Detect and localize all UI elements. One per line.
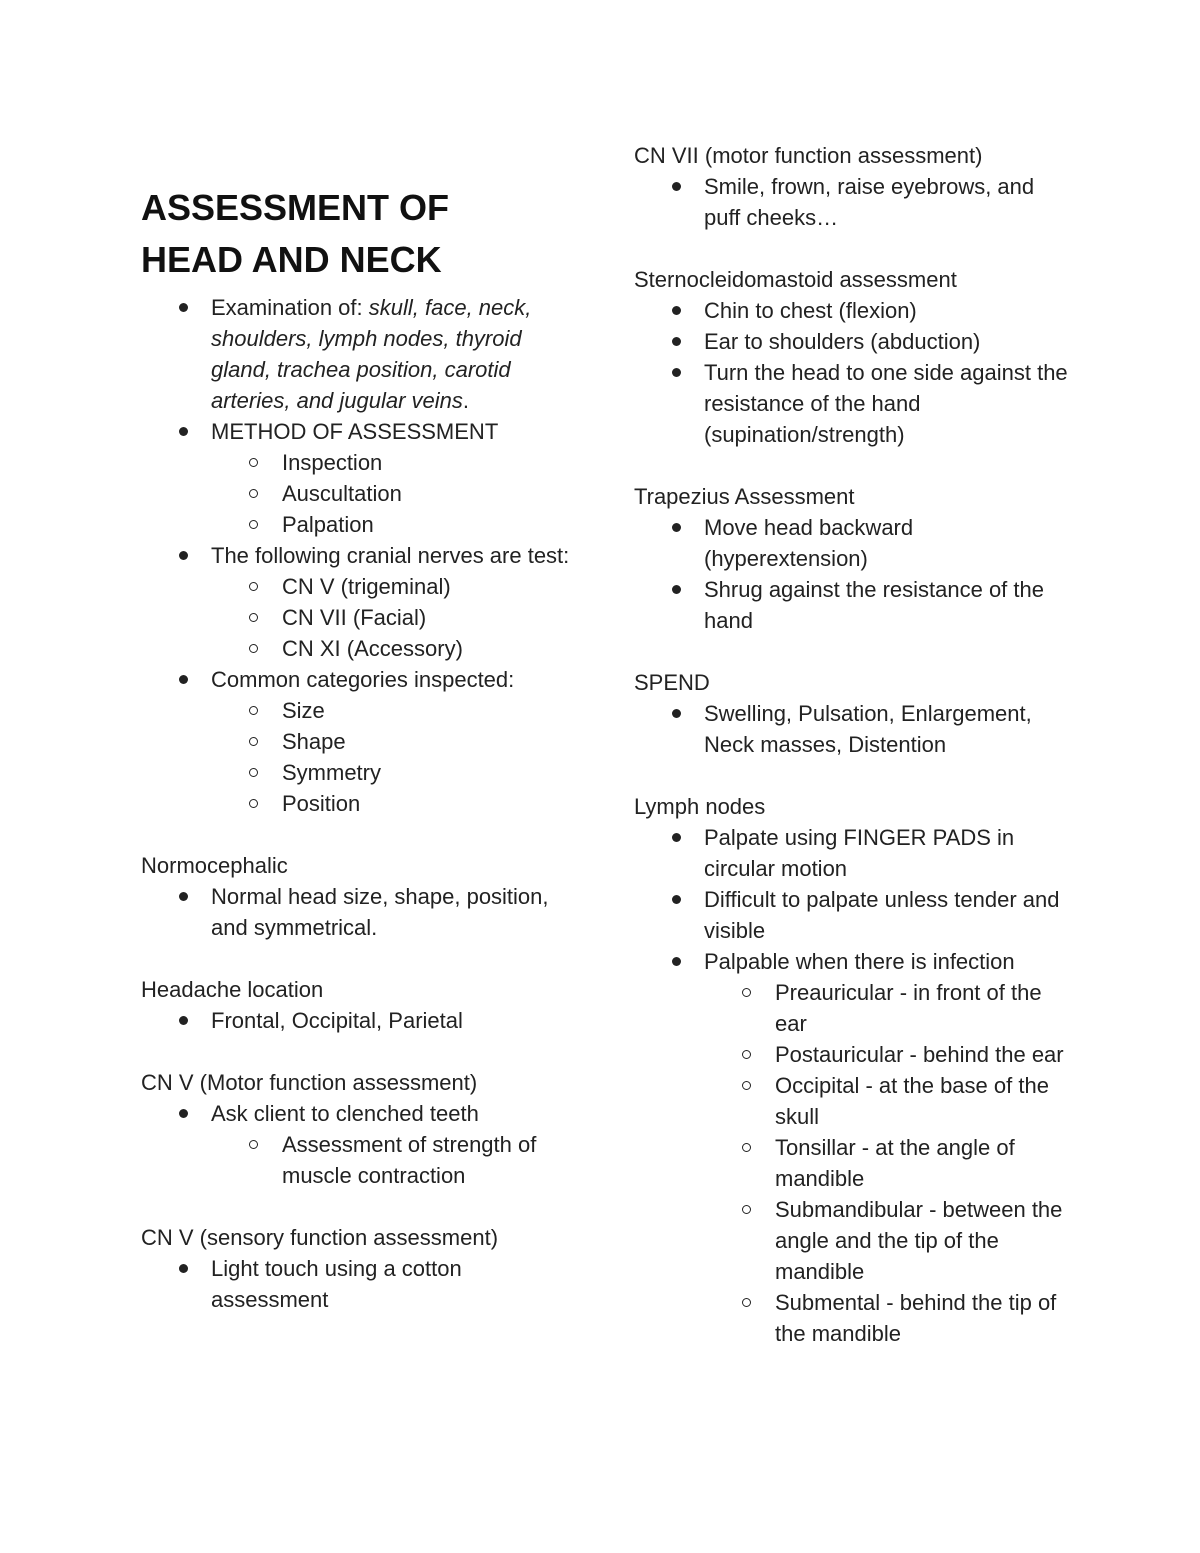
- list-item-category-3: Position: [141, 788, 571, 819]
- list-item-examination: [141, 292, 571, 416]
- list-item-trapezius-1: Shrug against the resistance of the hand: [634, 574, 1074, 636]
- trapezius-list: [634, 512, 1074, 636]
- list-item-category-2: Symmetry: [141, 757, 571, 788]
- list-item-trapezius-0: Move head backward (hyperextension): [634, 512, 1074, 574]
- list-item-lymph-0: Palpate using FINGER PADS in circular motion: [634, 822, 1074, 884]
- list-item-lymph-2: Palpable when there is infection: [634, 946, 1074, 977]
- lymph-list: [634, 822, 1074, 1349]
- scm-section: [634, 264, 1074, 450]
- normocephalic-section: [141, 850, 571, 943]
- page-title: [141, 182, 571, 286]
- cn7-section: [634, 140, 1074, 233]
- exam-items: skull, face, neck, shoulders, lymph nodes, thyroid gland, trachea position, carotid arteries, and jugular veins: [211, 295, 532, 413]
- headache-section: [141, 974, 571, 1036]
- list-item-spend: Swelling, Pulsation, Enlargement, Neck masses, Distention: [634, 698, 1074, 760]
- cn5-motor-list: [141, 1098, 571, 1191]
- list-item-category-0: Size: [141, 695, 571, 726]
- exam-suffix: .: [462, 388, 470, 413]
- list-item-cn5-motor: Ask client to clenched teeth: [141, 1098, 571, 1129]
- cn5-sensory-list: [141, 1253, 571, 1315]
- title-line-1: ASSESSMENT OF: [141, 187, 450, 228]
- list-item-nerve-0: CN V (trigeminal): [141, 571, 571, 602]
- list-item-method-1: Auscultation: [141, 478, 571, 509]
- normocephalic-heading: Normocephalic: [141, 853, 288, 878]
- trapezius-heading: Trapezius Assessment: [634, 484, 855, 509]
- headache-list: [141, 1005, 571, 1036]
- overview-list: [141, 292, 571, 819]
- left-column: [141, 0, 571, 1346]
- title-line-2: HEAD AND NECK: [141, 239, 442, 280]
- cn5-sensory-section: [141, 1222, 571, 1315]
- cn7-list: [634, 171, 1074, 233]
- list-item-scm-2: Turn the head to one side against the resistance of the hand (supination/strength): [634, 357, 1074, 450]
- list-item-nerve-1: CN VII (Facial): [141, 602, 571, 633]
- list-item-scm-0: Chin to chest (flexion): [634, 295, 1074, 326]
- cn5-sensory-heading: CN V (sensory function assessment): [141, 1225, 499, 1250]
- list-item-lymph-1: Difficult to palpate unless tender and visible: [634, 884, 1074, 946]
- list-item-lymph-sub-0: Preauricular - in front of the ear: [634, 977, 1074, 1039]
- right-column: [634, 140, 1074, 1380]
- list-item-categories: Common categories inspected:: [141, 664, 571, 695]
- cn5-motor-heading: CN V (Motor function assessment): [141, 1070, 478, 1095]
- exam-prefix: Examination of:: [211, 295, 369, 320]
- cn7-heading: CN VII (motor function assessment): [634, 143, 983, 168]
- scm-heading: Sternocleidomastoid assessment: [634, 267, 957, 292]
- spend-heading: SPEND: [634, 670, 710, 695]
- list-item-cn5-motor-sub: Assessment of strength of muscle contraction: [141, 1129, 571, 1191]
- spend-section: [634, 667, 1074, 760]
- list-item-method-2: Palpation: [141, 509, 571, 540]
- list-item-cn7: Smile, frown, raise eyebrows, and puff cheeks…: [634, 171, 1074, 233]
- list-item-lymph-sub-3: Tonsillar - at the angle of mandible: [634, 1132, 1074, 1194]
- lymph-heading: Lymph nodes: [634, 794, 766, 819]
- list-item-lymph-sub-1: Postauricular - behind the ear: [634, 1039, 1074, 1070]
- trapezius-section: [634, 481, 1074, 636]
- spend-list: [634, 698, 1074, 760]
- list-item-method-0: Inspection: [141, 447, 571, 478]
- list-item-method: METHOD OF ASSESSMENT: [141, 416, 571, 447]
- list-item-nerves: The following cranial nerves are test:: [141, 540, 571, 571]
- list-item-lymph-sub-5: Submental - behind the tip of the mandible: [634, 1287, 1074, 1349]
- cn5-motor-section: [141, 1067, 571, 1191]
- headache-heading: Headache location: [141, 977, 324, 1002]
- lymph-section: [634, 791, 1074, 1349]
- list-item-normocephalic: Normal head size, shape, position, and symmetrical.: [141, 881, 571, 943]
- list-item-lymph-sub-2: Occipital - at the base of the skull: [634, 1070, 1074, 1132]
- scm-list: [634, 295, 1074, 450]
- list-item-lymph-sub-4: Submandibular - between the angle and the tip of the mandible: [634, 1194, 1074, 1287]
- list-item-category-1: Shape: [141, 726, 571, 757]
- list-item-headache: Frontal, Occipital, Parietal: [141, 1005, 571, 1036]
- list-item-nerve-2: CN XI (Accessory): [141, 633, 571, 664]
- list-item-scm-1: Ear to shoulders (abduction): [634, 326, 1074, 357]
- list-item-cn5-sensory: Light touch using a cotton assessment: [141, 1253, 571, 1315]
- normocephalic-list: [141, 881, 571, 943]
- overview-section: [141, 292, 571, 819]
